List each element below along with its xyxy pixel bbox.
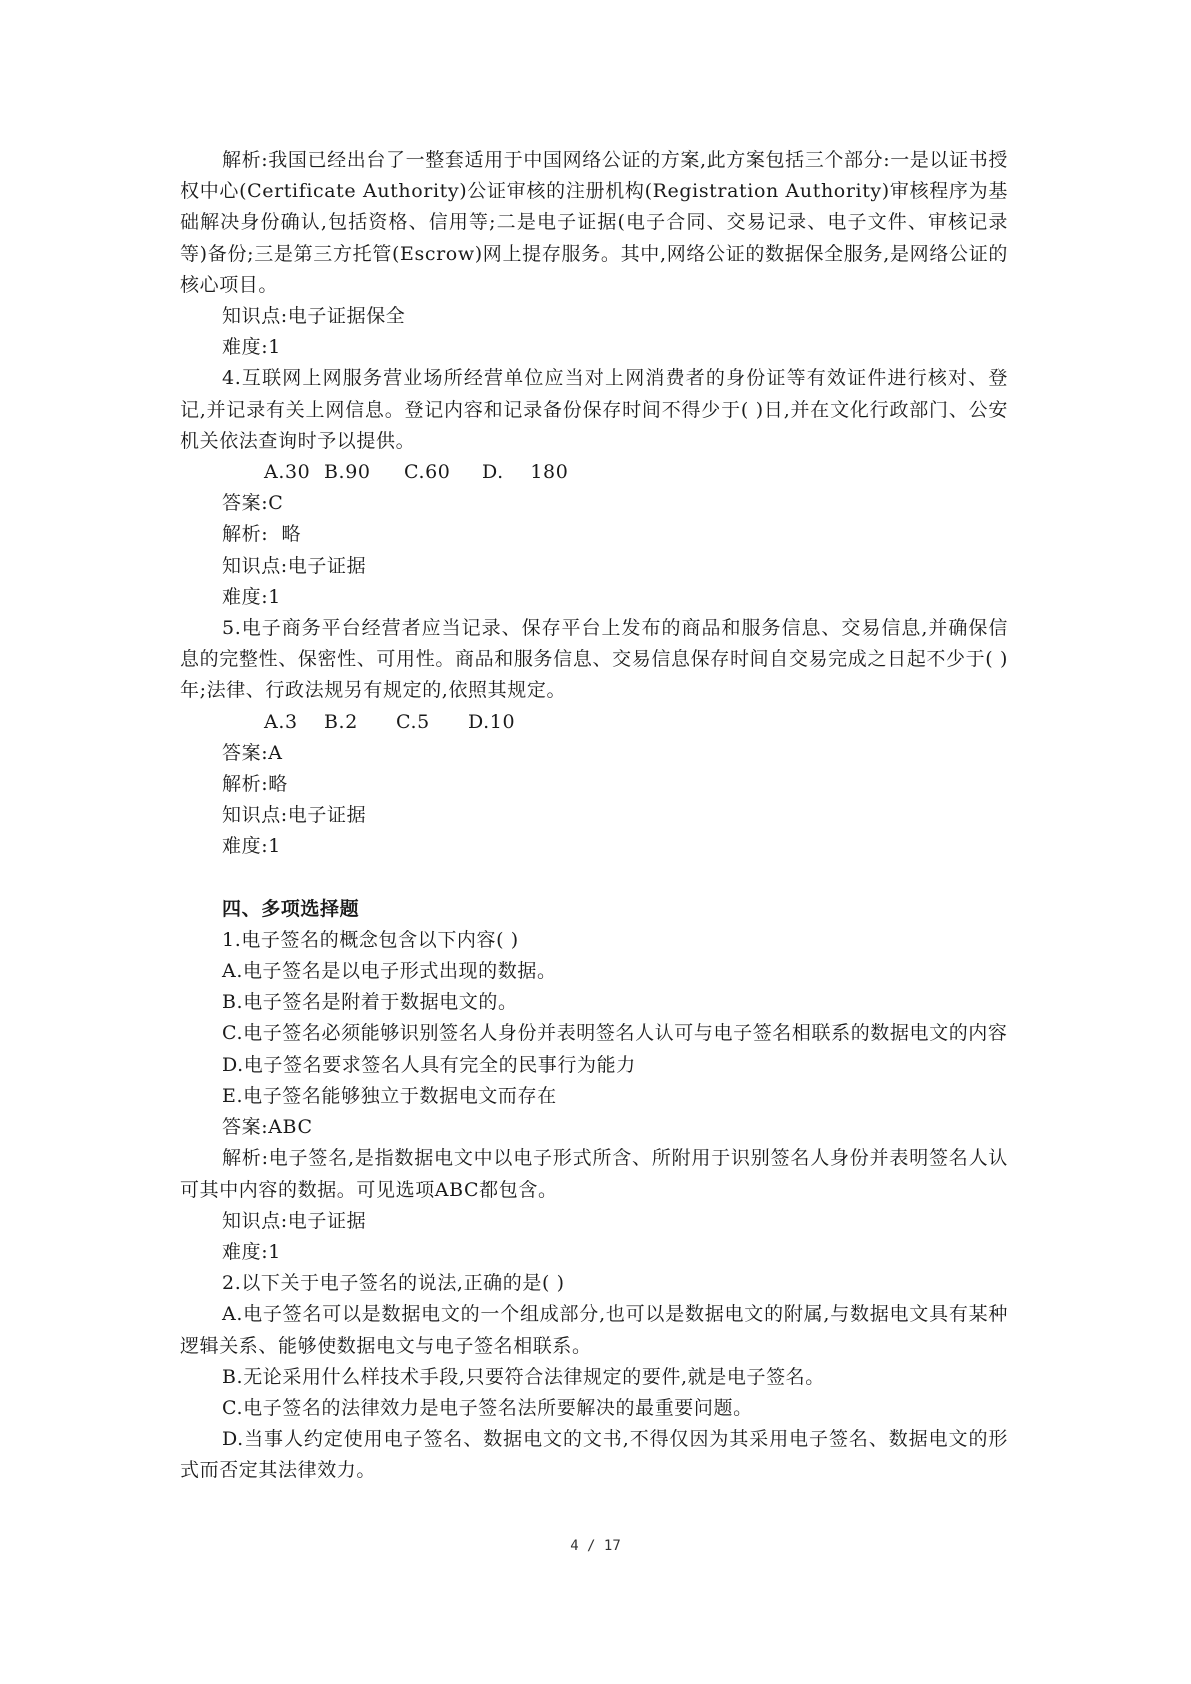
option-b: B.2 [324, 710, 358, 733]
option-a: A.电子签名是以电子形式出现的数据。 [222, 960, 557, 983]
question-4-options [180, 457, 1008, 488]
difficulty: 难度:1 [222, 835, 281, 858]
option-a: A.3 [264, 710, 298, 733]
question-5: 5.电子商务平台经营者应当记录、保存平台上发布的商品和服务信息、交易信息,并确保信息的完整性、保密性、可用性。商品和服务信息、交易信息保存时间自交易完成之日起不少于( )年;法律、行政法规另有规定的,依照其规定。 [180, 617, 1008, 702]
option-b: B.90 [324, 461, 371, 484]
difficulty: 难度:1 [222, 585, 281, 608]
option-c: C.电子签名必须能够识别签名人身份并表明签名人认可与电子签名相联系的数据电文的内容 [222, 1022, 1008, 1045]
multi-question-1: 1.电子签名的概念包含以下内容( ) [222, 928, 519, 951]
option-b: B.电子签名是附着于数据电文的。 [222, 991, 518, 1014]
analysis: 解析: 略 [222, 523, 302, 546]
option-c: C.60 [404, 461, 451, 484]
answer: 答案:C [222, 492, 284, 515]
multi-question-2: 2.以下关于电子签名的说法,正确的是( ) [222, 1272, 565, 1295]
page-content [180, 145, 1008, 1487]
option-d: D.当事人约定使用电子签名、数据电文的文书,不得仅因为其采用电子签名、数据电文的形式而否定其法律效力。 [180, 1428, 1008, 1482]
knowledge-point: 知识点:电子证据 [222, 1209, 367, 1232]
section-heading: 四、多项选择题 [222, 897, 360, 920]
question-4: 4.互联网上网服务营业场所经营单位应当对上网消费者的身份证等有效证件进行核对、登记,并记录有关上网信息。登记内容和记录备份保存时间不得少于( )日,并在文化行政部门、公安机关依法查询时予以提供。 [180, 367, 1008, 452]
analysis: 解析:略 [222, 773, 288, 796]
option-d: D.10 [468, 710, 516, 733]
option-b: B.无论采用什么样技术手段,只要符合法律规定的要件,就是电子签名。 [222, 1365, 825, 1388]
option-d: D. 180 [482, 461, 569, 484]
knowledge-point: 知识点:电子证据保全 [222, 305, 406, 328]
difficulty: 难度:1 [222, 1240, 281, 1263]
option-a: A.30 [264, 461, 311, 484]
option-c: C.电子签名的法律效力是电子签名法所要解决的最重要问题。 [222, 1396, 753, 1419]
answer: 答案:ABC [222, 1116, 313, 1139]
knowledge-point: 知识点:电子证据 [222, 804, 367, 827]
page-number: 4 / 17 [570, 1538, 621, 1554]
section-gap [180, 863, 1008, 894]
analysis: 解析:电子签名,是指数据电文中以电子形式所含、所附用于识别签名人身份并表明签名人认可其中内容的数据。可见选项ABC都包含。 [180, 1147, 1008, 1201]
option-c: C.5 [396, 710, 430, 733]
option-d: D.电子签名要求签名人具有完全的民事行为能力 [222, 1053, 636, 1076]
analysis-paragraph: 解析:我国已经出台了一整套适用于中国网络公证的方案,此方案包括三个部分:一是以证书授权中心(Certificate Authority)公证审核的注册机构(Registration Authority)审核程序为基础解决身份确认,包括资格、信用等;二是电子证据(电子合同、交易记录、电子文件、审核记录等)备份;三是第三方托管(Escrow)网上提存服务。其中,网络公证的数据保全服务,是网络公证的核心项目。 [180, 149, 1008, 296]
knowledge-point: 知识点:电子证据 [222, 554, 367, 577]
answer: 答案:A [222, 741, 283, 764]
option-e: E.电子签名能够独立于数据电文而存在 [222, 1084, 557, 1107]
option-a: A.电子签名可以是数据电文的一个组成部分,也可以是数据电文的附属,与数据电文具有某种逻辑关系、能够使数据电文与电子签名相联系。 [180, 1303, 1008, 1357]
question-5-options [180, 707, 1008, 738]
difficulty: 难度:1 [222, 336, 281, 359]
